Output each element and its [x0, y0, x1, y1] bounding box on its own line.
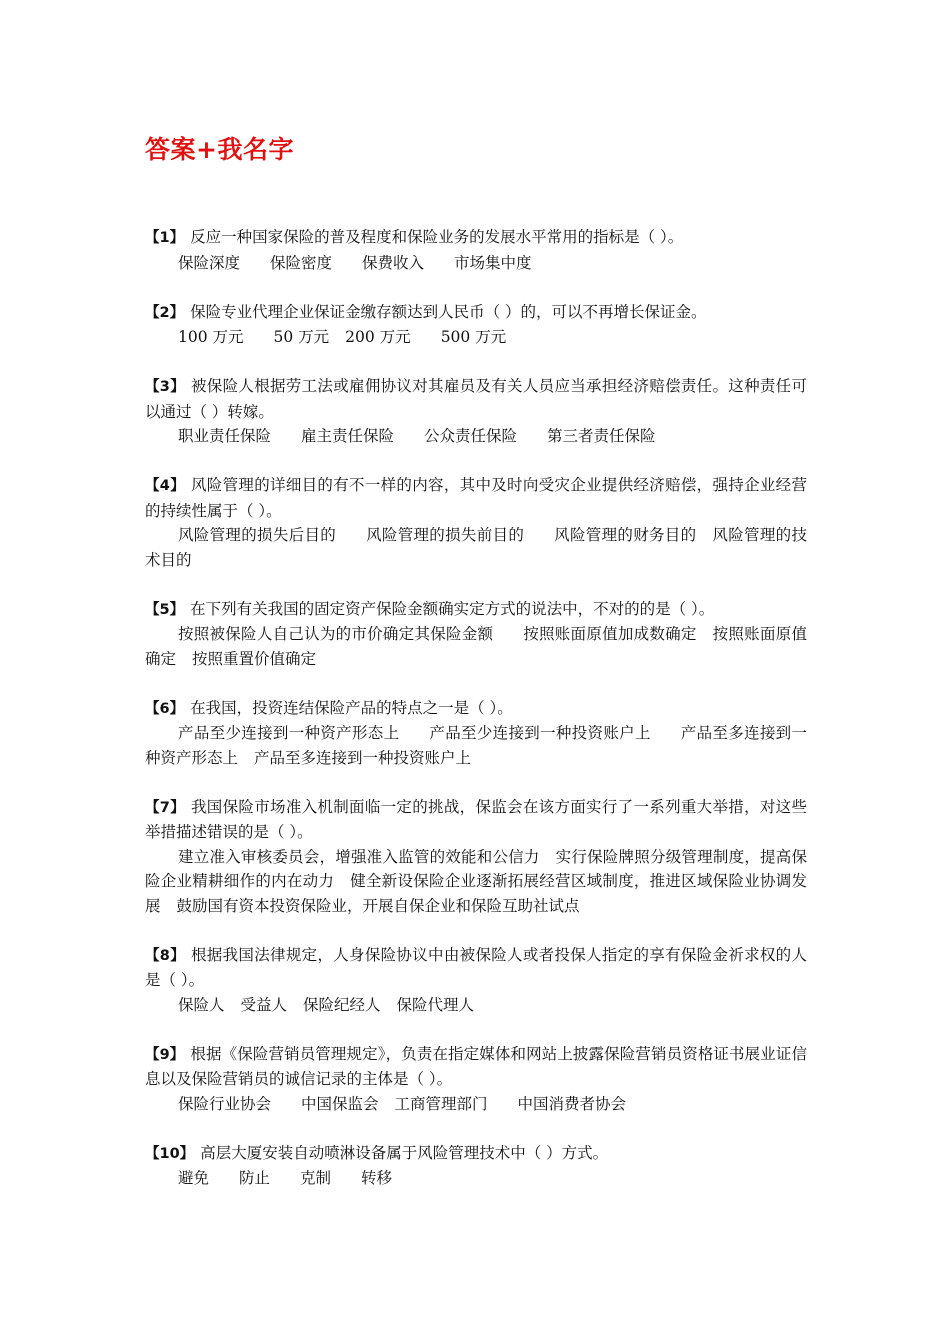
question-stem — [145, 473, 807, 523]
option-d: 风险管理的技术目的 — [145, 526, 807, 569]
question-text: 在下列有关我国的固定资产保险金额确实定方式的说法中，不对的的是（ ）。 — [190, 599, 715, 618]
option-list — [145, 251, 807, 276]
option-list — [145, 993, 807, 1018]
option-d: 产品至多连接到一种投资账户上 — [254, 748, 472, 767]
option-c: 克制 — [300, 1169, 332, 1187]
option-b: 按照账面原值加成数确定 — [523, 625, 697, 643]
option-c: 保费收入 — [362, 253, 425, 272]
option-list — [145, 523, 807, 572]
question-stem — [145, 374, 807, 424]
question-8 — [145, 943, 807, 1018]
option-c: 公众责任保险 — [424, 427, 518, 445]
option-d: 保险代理人 — [396, 995, 475, 1014]
question-text: 在我国，投资连结保险产品的特点之一是（ ）。 — [190, 698, 513, 717]
question-number: 【9】 — [145, 1046, 185, 1063]
option-c: 工商管理部门 — [394, 1094, 488, 1113]
option-b: 防止 — [239, 1169, 271, 1187]
option-b: 受益人 — [240, 995, 288, 1014]
option-c: 按照账面原值确定 — [145, 625, 807, 668]
question-text: 根据我国法律规定，人身保险协议中由被保险人或者投保人指定的享有保险金祈求权的人是（ ）。 — [145, 945, 807, 989]
question-text: 反应一种国家保险的普及程度和保险业务的发展水平常用的指标是（ ）。 — [190, 228, 684, 246]
option-b: 保险密度 — [270, 253, 333, 272]
option-a: 风险管理的损失后目的 — [178, 526, 337, 544]
question-stem — [145, 943, 807, 993]
option-list — [145, 721, 807, 770]
question-stem — [145, 225, 807, 251]
option-d: 市场集中度 — [454, 253, 532, 272]
question-stem — [145, 1141, 807, 1167]
option-d: 鼓励国有资本投资保险业，开展自保企业和保险互助社试点 — [176, 896, 580, 915]
question-text: 保险专业代理企业保证金缴存额达到人民币（ ）的，可以不再增长保证金。 — [190, 302, 707, 321]
option-b: 实行保险牌照分级管理制度，提高保险企业精耕细作的内在动力 — [145, 847, 807, 890]
option-c: 产品至多连接到一种资产形态上 — [145, 724, 807, 767]
question-number: 【4】 — [145, 478, 185, 494]
question-10 — [145, 1141, 807, 1191]
option-d: 按照重置价值确定 — [192, 649, 317, 668]
question-number: 【1】 — [145, 230, 185, 246]
option-a: 职业责任保险 — [178, 427, 272, 445]
option-list — [145, 325, 807, 350]
option-c: 保险纪经人 — [303, 995, 381, 1014]
question-number: 【3】 — [145, 379, 185, 395]
question-list — [145, 225, 807, 1215]
option-d: 转移 — [361, 1169, 393, 1187]
option-c: 风险管理的财务目的 — [554, 526, 697, 544]
question-text: 高层大厦安装自动喷淋设备属于风险管理技术中（ ）方式。 — [200, 1143, 609, 1162]
question-text: 我国保险市场准入机制面临一定的挑战，保监会在该方面实行了一系列重大举措，对这些举措描述错误的是（ ）。 — [145, 797, 807, 841]
option-c: 健全新设保险企业逐渐拓展经营区域制度，推进区域保险业协调发展 — [145, 872, 807, 915]
question-number: 【10】 — [145, 1145, 195, 1162]
question-7 — [145, 795, 807, 919]
question-4 — [145, 473, 807, 572]
question-6 — [145, 696, 807, 771]
question-stem — [145, 300, 807, 326]
option-c: 200 万元 — [345, 328, 411, 346]
question-2 — [145, 300, 807, 350]
document-title: 答案+我名字 — [145, 135, 294, 164]
option-d: 中国消费者协会 — [517, 1094, 627, 1113]
question-text: 被保险人根据劳工法或雇佣协议对其雇员及有关人员应当承担经济赔偿责任。这种责任可以通过（ ）转嫁。 — [145, 377, 807, 421]
option-b: 产品至少连接到一种投资账户上 — [429, 724, 651, 742]
question-number: 【7】 — [145, 799, 185, 816]
question-stem — [145, 1042, 807, 1092]
option-list — [145, 1166, 807, 1191]
question-stem — [145, 696, 807, 722]
question-number: 【5】 — [145, 601, 185, 618]
option-d: 第三者责任保险 — [547, 427, 656, 445]
option-b: 中国保监会 — [301, 1094, 379, 1113]
option-a: 避免 — [178, 1169, 210, 1187]
question-1 — [145, 225, 807, 275]
option-b: 风险管理的损失前目的 — [366, 526, 525, 544]
question-5 — [145, 597, 807, 672]
question-number: 【6】 — [145, 700, 185, 717]
option-a: 保险深度 — [178, 253, 241, 272]
option-b: 雇主责任保险 — [301, 427, 395, 445]
option-a: 保险行业协会 — [178, 1094, 272, 1113]
question-number: 【8】 — [145, 947, 185, 964]
option-list — [145, 1092, 807, 1117]
option-b: 50 万元 — [273, 328, 330, 346]
option-d: 500 万元 — [440, 328, 507, 346]
option-a: 100 万元 — [178, 328, 244, 346]
option-list — [145, 845, 807, 919]
option-list — [145, 622, 807, 671]
question-number: 【2】 — [145, 304, 185, 321]
question-stem — [145, 795, 807, 845]
question-stem — [145, 597, 807, 623]
option-list — [145, 424, 807, 449]
question-text: 根据《保险营销员管理规定》，负责在指定媒体和网站上披露保险营销员资格证书展业证信息以及保险营销员的诚信记录的主体是（ ）。 — [145, 1044, 807, 1088]
option-a: 按照被保险人自己认为的市价确定其保险金额 — [178, 625, 494, 643]
option-a: 产品至少连接到一种资产形态上 — [178, 724, 400, 742]
option-a: 保险人 — [178, 995, 225, 1014]
question-text: 风险管理的详细目的有不一样的内容，其中及时向受灾企业提供经济赔偿，强持企业经营的持续性属于（ ）。 — [145, 476, 807, 520]
option-a: 建立准入审核委员会，增强准入监管的效能和公信力 — [178, 847, 540, 866]
question-9 — [145, 1042, 807, 1117]
question-3 — [145, 374, 807, 449]
